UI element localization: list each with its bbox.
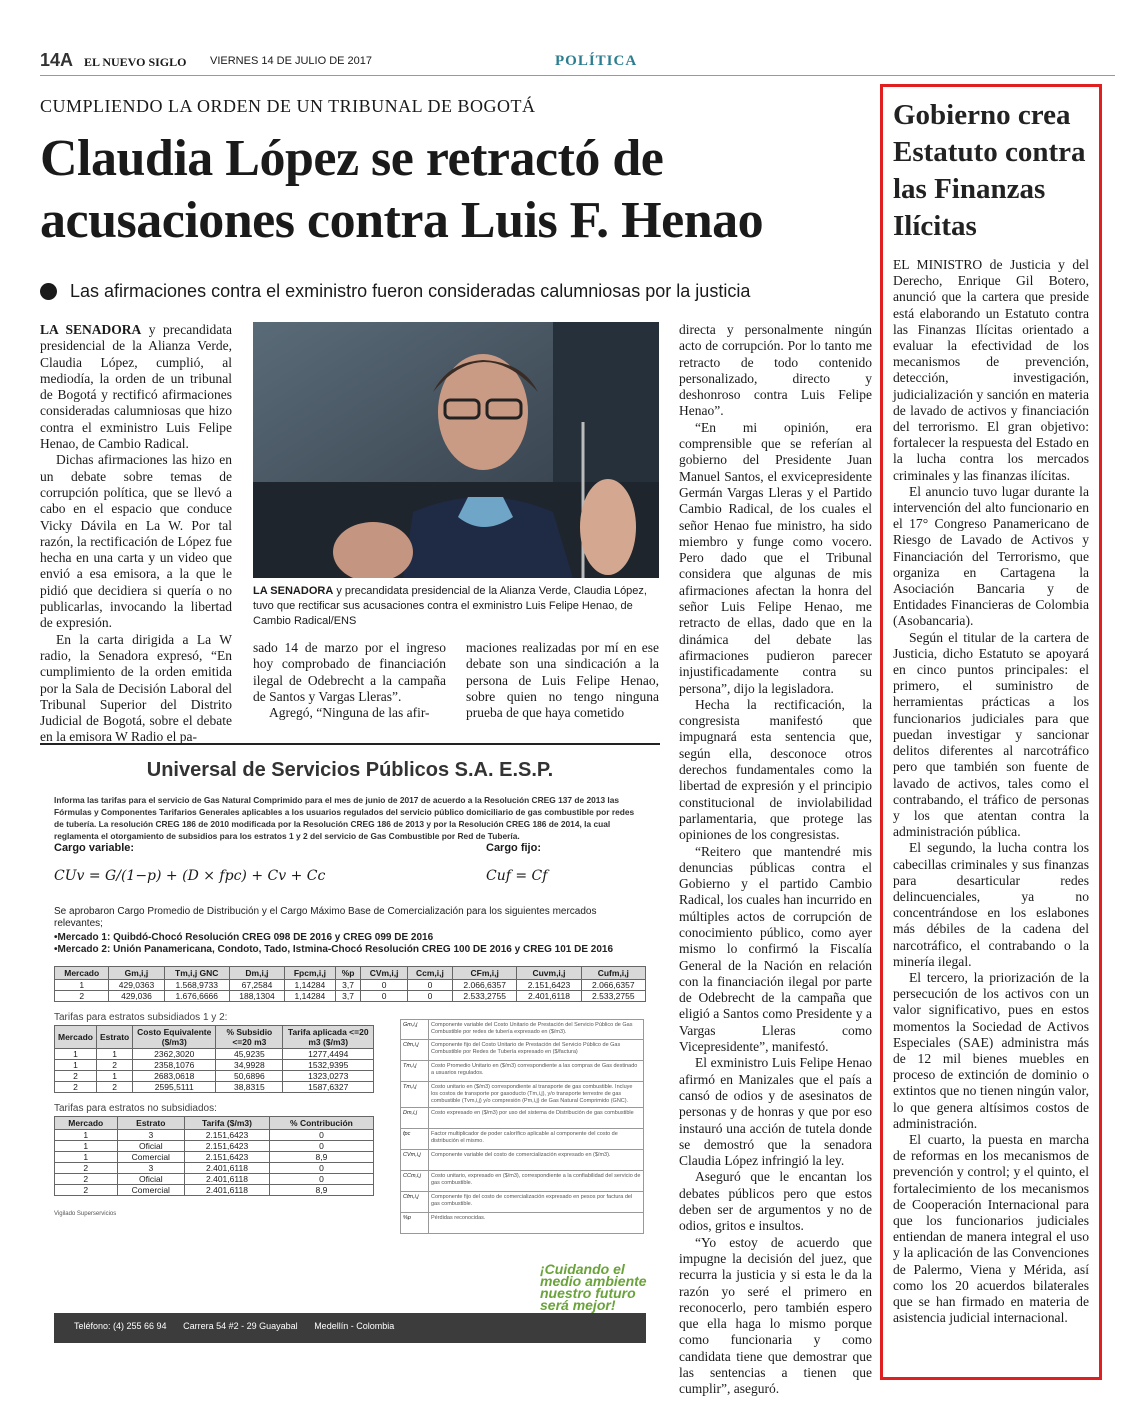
subsidized-tariff-table [54,1025,374,1093]
newspaper-name: EL NUEVO SIGLO [84,55,187,69]
mercado-1: •Mercado 1: Quibdó-Chocó Resolución CREG 098 DE 2016 y CREG 099 DE 2016 [54,932,434,943]
article-column-2 [253,640,446,721]
table-cell: 3,7 [335,980,361,991]
legend-row [400,1213,644,1234]
slogan-line-1: ¡Cuidando el [540,1261,625,1277]
table-cell: 34,9928 [216,1060,283,1071]
table-cell: 1 [96,1071,132,1082]
table-header: Tarifa ($/m3) [185,1117,270,1130]
table-row [55,1174,374,1185]
column-4-paragraph: El exministro Luis Felipe Henao afirmó en Manizales que el país a cansó de odios y de asesinatos de personas y de honras y que por eso instauró una acción de tutela donde se demostró que la senadora Claudia López infringió la ley. [679,1055,872,1169]
table-cell: 67,2584 [229,980,284,991]
table-header: CVm,i,j [361,967,407,980]
table-header: Gm,i,j [109,967,164,980]
legend-description: Componente fijo del Costo Unitario de Prestación del Servicio Público de Gas Combustible por Redes de Tubería expresado en ($/factura) [431,1042,621,1055]
sidebar-article [880,84,1102,1380]
table-cell: 1 [55,1049,97,1060]
legend-description: Factor multiplicador de poder calorífico aplicable al componente del costo de distribución el mismo. [431,1131,618,1144]
column-2-text-b: Agregó, “Ninguna de las afir- [269,705,430,721]
table-cell: 38,8315 [216,1082,283,1093]
slogan-line-4: será mejor! [540,1297,616,1313]
legend-row [400,1129,644,1150]
formula-fixed: Cuf = Cf [486,868,548,884]
table-header: Dm,i,j [229,967,284,980]
table-row [55,1163,374,1174]
table-row [55,1130,374,1141]
sidebar-paragraph: El tercero, la priorización de la persecución de los activos con un valor significativo, pues en estos momentos la Sociedad de Activos Especiales (SAE) administra más de 12 mil bienes muebles en proceso de extinción de dominio o extintos que no tienen ningún valor, lo que genera altísimos costos de administración. [893,969,1089,1131]
table-cell: 2358,1076 [133,1060,216,1071]
table-cell: 45,9235 [216,1049,283,1060]
table-cell: 2.401,6118 [517,991,581,1002]
column-4-paragraph: “Yo estoy de acuerdo que impugne la decisión del juez, que recurra la justicia y si esta le da la razón yo seré el primero en reconocerlo, pero también espero que ella haga lo mismo porque como funcionaria y como candidata tiene que demostrar que las sentencias a tienen que cumplir”, aseguró. [679,1234,872,1397]
column-4-paragraph: “En mi opinión, era comprensible que se referían al gobierno del Presidente Juan Manuel Santos, el exvicepresidente Germán Vargas Lleras y el Partido Cambio Radical, de los cuales el señor Henao fue ministro, ha sido miembro y funge como vocero. Pero dado que el Tribunal considera que algunas de mis afirmaciones afectan la honra del señor Luis Felipe Henao, me retracto de ellas, dado que en la dinámica del debate las afirmaciones pudieron parecer injustificadamente contra su persona”, dijo la legisladora. [679,419,872,696]
tariff-components-table [54,966,646,1002]
legend-row [400,1171,644,1192]
table-cell: 2 [55,991,109,1002]
column-1-lead: LA SENADORA [40,322,142,337]
table-row [55,1152,374,1163]
table-cell: 0 [269,1141,373,1152]
table-header: Costo Equivalente ($/m3) [133,1026,216,1049]
caption-lead: LA SENADORA [253,585,334,597]
issue-date: VIERNES 14 DE JULIO DE 2017 [210,55,373,67]
table-row [55,991,646,1002]
column-4-paragraph: “Reitero que mantendré mis denuncias públicas contra el Gobierno y el partido Cambio Radical, los cuales han incurrido en múltiples actos de corrupción de conocimiento público, como ayer mismo lo confirmó la Fiscalía General de la Nación en relación con la financiación ilegal por parte de Odebrecht de la campaña que eligió a Santos como Presidente y a Vargas Lleras como Vicepresidente”, manifestó. [679,843,872,1055]
table-cell: 3 [117,1163,184,1174]
table-cell: 2 [55,1185,118,1196]
table-cell: 0 [269,1130,373,1141]
mercado-2: •Mercado 2: Unión Panamericana, Condoto, Tado, Istmina-Chocó Resolución CREG 100 DE 2016 y CREG 101 DE 2016 [54,944,614,955]
sidebar-lead: EL MINISTRO [893,257,983,272]
non-subsidized-label: Tarifas para estratos no subsidiados: [54,1103,217,1114]
sidebar-paragraph: Según el titular de la cartera de Justicia, dicho Estatuto se apoyará en cinco puntos principales: el primero, el suministro de herramientas prácticas a los funcionarios judiciales para que puedan investigar y sancionar delitos diferentes al narcotráfico pero que también son fuente de lavado de activos, tales como el contrabando, el tráfico de personas y los que atentan contra la administración pública. [893,629,1089,840]
legend-symbol: Dm,i,j [401,1108,429,1128]
table-cell: 0 [407,991,452,1002]
table-row [55,1141,374,1152]
table-cell: 188,1304 [229,991,284,1002]
table-cell: 2 [55,1163,118,1174]
table-header: Tarifa aplicada <=20 m3 ($/m3) [283,1026,374,1049]
table-cell: 1 [55,1060,97,1071]
table-header: % Subsidio <=20 m3 [216,1026,283,1049]
table-cell: 2.151,6423 [185,1130,270,1141]
table-cell: 2 [55,1071,97,1082]
table-cell: 2.533,2755 [453,991,517,1002]
legend-description: Componente variable del Costo Unitario de Prestación del Servicio Público de Gas Combustible por redes de tubería expresado en ($/m3). [431,1022,633,1035]
slogan-line-3: nuestro futuro [540,1285,636,1301]
table-header: % Contribución [269,1117,373,1130]
table-row [55,1071,374,1082]
column-1-paragraph: LA SENADORA y precandidata presidencial de la Alianza Verde, Claudia López, cumplió, al mediodía, la orden de un tribunal de Bogotá y rectificó afirmaciones consideradas calumniosas que hizo contra el exministro Luis Felipe Henao, de Cambio Radical. [40,322,232,452]
table-row [55,1060,374,1071]
table-row [55,1049,374,1060]
legend-symbol: %p [401,1213,429,1233]
table-row [55,1185,374,1196]
table-cell: 2 [55,1082,97,1093]
non-subsidized-tariff-table [54,1116,374,1196]
article-photo [253,322,659,578]
table-cell: Comercial [117,1185,184,1196]
legend-symbol: Cfm,i,j [401,1040,429,1060]
cargo-variable-label: Cargo variable: [54,842,135,854]
section-name: POLÍTICA [555,53,638,69]
photo-senator [253,322,659,578]
table-cell: 0 [269,1163,373,1174]
table-header: Cufm,i,j [581,967,645,980]
slogan-line-2: medio ambiente [540,1273,647,1289]
legend-row [400,1019,644,1040]
table-cell: 1,14284 [285,991,336,1002]
table-cell: 0 [361,980,407,991]
table-cell: 8,9 [269,1185,373,1196]
table-cell: 2683,0618 [133,1071,216,1082]
table-row [55,1082,374,1093]
subsidized-label: Tarifas para estratos subsidiados 1 y 2: [54,1012,228,1023]
table-cell: 1 [55,980,109,991]
table-cell: Comercial [117,1152,184,1163]
table-cell: 1 [96,1049,132,1060]
legend-row [400,1192,644,1213]
table-cell: 2362,3020 [133,1049,216,1060]
table-cell: 1,14284 [285,980,336,991]
table-cell: 3,7 [335,991,361,1002]
article-headline [40,128,860,252]
article-column-4 [679,322,872,1398]
table-cell: 8,9 [269,1152,373,1163]
table-cell: 2.151,6423 [185,1152,270,1163]
column-4-paragraph: Hecha la rectificación, la congresista manifestó que impugnará esta sentencia que, según ella, desconoce otros derechos fundamentales como la libertad de expresión y el principio constitucional de inviolabilidad parlamentaria, que protege las opiniones de los congresistas. [679,696,872,843]
legend-row [400,1082,644,1108]
sidebar-paragraph: EL MINISTRO de Justicia y del Derecho, Enrique Gil Botero, anunció que la cartera que preside está elaborando un Estatuto contra las Finanzas Ilícitas orientado a evaluar la efectividad de los mecanismos de prevención, detección, investigación, judicialización y sanción en materia de lavado de activos y financiación del terrorismo. El gran objetivo: fortalecer la respuesta del Estado en la lucha contra los mercados criminales y las finanzas ilícitas. [893,257,1089,483]
footer-phone: Teléfono: (4) 255 66 94 [74,1321,167,1331]
table-cell: 1277,4494 [283,1049,374,1060]
vigilado-label: Vigilado Superservicios [54,1211,117,1217]
legend-symbol: fpc [401,1129,429,1149]
table-header: Estrato [96,1026,132,1049]
table-cell: 0 [361,991,407,1002]
table-cell: 1323,0273 [283,1071,374,1082]
table-cell: 50,6896 [216,1071,283,1082]
table-header: Mercado [55,1117,118,1130]
column-4-paragraph: Aseguró que le encantan los debates públicos pero que estos deben ser de argumentos y no de odios, gritos e insultos. [679,1169,872,1234]
table-cell: 0 [269,1174,373,1185]
table-cell: Oficial [117,1174,184,1185]
legend-description: Componente variable del costo de comercialización expresado en ($/m3). [431,1152,611,1158]
legend-description: Costo Promedio Unitario en ($/m3) correspondiente a las compras de Gas destinado a usuarios regulados. [431,1063,638,1076]
legend-symbol: Cfm,i,j [401,1192,429,1212]
legend-row [400,1150,644,1171]
environment-slogan [540,1263,647,1311]
table-cell: 1.676,6666 [164,991,229,1002]
utility-advertisement [40,743,660,1343]
column-1-paragraph: Dichas afirmaciones las hizo en un debate sobre temas de corrupción política, que se llevó a cabo en el espacio que conduce Vicky Dávila en La W. Por tal razón, la rectificación de López fue hecha en una carta y un video que envió a esa emisora, a la que le pidió que decidiera si quería o no publicarlas, invocando la libertad de expresión. [40,452,232,631]
table-cell: Oficial [117,1141,184,1152]
article-column-1 [40,322,232,746]
column-2-text: sado 14 de marzo por el ingreso hoy comprobado de financiación ilegal de Odebrecht a la campaña de Santos y Vargas Lleras”. [253,640,446,704]
table-header: Tm,i,j GNC [164,967,229,980]
legend-description: Pérdidas reconocidas. [431,1215,486,1221]
ad-title: Universal de Servicios Públicos S.A. E.S.P. [146,759,554,781]
table-cell: 429,0363 [109,980,164,991]
table-cell: 2.401,6118 [185,1185,270,1196]
legend-symbol: Tm,i,j [401,1082,429,1107]
legend-symbol: Tm,i,j [401,1061,429,1081]
sidebar-title: Gobierno crea Estatuto contra las Finanzas Ilícitas [893,99,1086,242]
page-number: 14A [40,50,74,70]
table-cell: 429,036 [109,991,164,1002]
sidebar-paragraph: El segundo, la lucha contra los cabecillas criminales y sus finanzas para desarticular redes delincuenciales, ya no concentrándose en los eslabones más débiles de la cadena del narcotráfico, el contrabando o la minería ilegal. [893,840,1089,969]
formula-variable: CUv = G/(1−p) + (D × fpc) + Cv + Cc [54,868,326,884]
table-cell: 0 [407,980,452,991]
table-cell: 1532,9395 [283,1060,374,1071]
table-header: Mercado [55,967,109,980]
legend-row [400,1040,644,1061]
table-cell: 2.066,6357 [453,980,517,991]
ad-approved-text: Se aprobaron Cargo Promedio de Distribución y el Cargo Máximo Base de Comercialización para los siguientes mercados relevantes; [54,906,597,929]
table-header: Estrato [117,1117,184,1130]
sidebar-paragraph: El anuncio tuvo lugar durante la intervención del alto funcionario en el 17° Congreso Panamericano de Riesgo de Lavado de Activos y Financiación del Terrorismo, que organiza en Cartagena la Asociación Bancaria y de Entidades Financieras de Colombia (Asobancaria). [893,483,1089,629]
table-cell: 1 [55,1130,118,1141]
page-header [40,48,1115,76]
column-4-paragraph: directa y personalmente ningún acto de corrupción. Por lo tanto me retracto de todo contenido personalizado, directo y deshonroso contra Luis Felipe Henao”. [679,322,872,419]
column-1-paragraph: En la carta dirigida a La W radio, la Senadora expresó, “En cumplimiento de la orden emitida por la Sala de Decisión Laboral del Tribunal Superior del Distrito Judicial de Bogotá, sobre el debate en la emisora W Radio el pa- [40,631,232,745]
legend-symbol: Gm,i,j [401,1020,429,1039]
table-header: Mercado [55,1026,97,1049]
formula-legend [400,1019,644,1234]
table-cell: 2.533,2755 [581,991,645,1002]
table-cell: 1587,6327 [283,1082,374,1093]
table-header: %p [335,967,361,980]
legend-description: Componente fijo del costo de comercialización expresado en pesos por factura del gas combustible. [431,1194,633,1207]
legend-description: Costo unitario, expresado en ($/m3), correspondiente a la confiabilidad del servicio de gas combustible. [431,1173,641,1186]
table-row [55,980,646,991]
bullet-icon [40,283,50,300]
headline-line-1: Claudia López se retractó de [40,130,664,187]
legend-description: Costo expresado en ($/m3) por uso del sistema de Distribución de gas combustible [431,1110,634,1116]
article-kicker: CUMPLIENDO LA ORDEN DE UN TRIBUNAL DE BOGOTÁ [40,96,536,116]
table-cell: 2 [96,1060,132,1071]
legend-row [400,1108,644,1129]
table-cell: 2.151,6423 [517,980,581,991]
table-cell: 2 [96,1082,132,1093]
sidebar-body [893,257,1089,1326]
article-column-3 [466,640,659,721]
table-cell: 2.401,6118 [185,1174,270,1185]
table-header: CFm,i,j [453,967,517,980]
photo-caption [253,584,659,629]
caption-text: y precandidata presidencial de la Alianza Verde, Claudia López, tuvo que rectificar sus acusaciones contra el exministro Luis Felipe Henao, de Cambio Radical/ENS [253,585,647,627]
footer-city: Medellín - Colombia [314,1321,395,1331]
ad-footer [54,1313,646,1343]
ad-intro: Informa las tarifas para el servicio de Gas Natural Comprimido para el mes de junio de 2017 de acuerdo a la Resolución CREG 137 de 2013 las Fórmulas y Componentes Tarifarios Generales aplicables a los usuarios regulados del servicio público domiciliario de gas combustible por redes de tubería. La resolución CREG 186 de 2010 modificada por la Resolución CREG 186 de 2013 y por la Resolución CREG 186 de 2014, la cual reglamenta el otorgamiento de subsidios para los estratos 1 y 2 del servicio de Gas Combustible por Red de Tubería. [54,795,635,841]
column-3-text: maciones realizadas por mí en ese debate son una sindicación a la persona de Luis Felipe Henao, sobre quien no tengo ninguna prueba de que haya cometido [466,640,659,721]
legend-symbol: CCm,i,j [401,1171,429,1191]
article-subhead: Las afirmaciones contra el exministro fueron consideradas calumniosas por la justicia [70,281,751,301]
table-header: Cuvm,i,j [517,967,581,980]
table-cell: 3 [117,1130,184,1141]
sidebar-paragraph: El cuarto, la puesta en marcha de reformas en los mecanismos de prevención y control; y el quinto, el fortalecimiento de los mecanismos de Cooperación Internacional para que los funcionarios judiciales entiendan de manera integral el uso y la aplicación de las Convenciones de Palermo, Viena y Mérida, así como los 20 acuerdos bilaterales que se han firmado en materia de asistencia judicial internacional. [893,1131,1089,1326]
legend-symbol: CVm,i,j [401,1150,429,1170]
table-cell: 1 [55,1152,118,1163]
table-cell: 2.151,6423 [185,1141,270,1152]
legend-row [400,1061,644,1082]
table-cell: 1.568,9733 [164,980,229,991]
table-header: Ccm,i,j [407,967,452,980]
table-header: Fpcm,i,j [285,967,336,980]
headline-line-2: acusaciones contra Luis F. Henao [40,192,764,249]
legend-description: Costo unitario en ($/m3) correspondiente al transporte de gas combustible. Incluye los costos de transporte por gasoducto (Tm,i,j), y/o transporte terrestre de gas combustible (Tvm,i,j) y/o compresión (Pm,i,j) de Gas Natural Comprimido (GNC). [431,1084,633,1104]
formula-row [54,842,646,902]
table-cell: 2595,5111 [133,1082,216,1093]
table-cell: 1 [55,1141,118,1152]
table-cell: 2 [55,1174,118,1185]
table-cell: 2.066,6357 [581,980,645,991]
footer-address: Carrera 54 #2 - 29 Guayabal [183,1321,298,1331]
table-cell: 2.401,6118 [185,1163,270,1174]
cargo-fijo-label: Cargo fijo: [486,842,541,854]
